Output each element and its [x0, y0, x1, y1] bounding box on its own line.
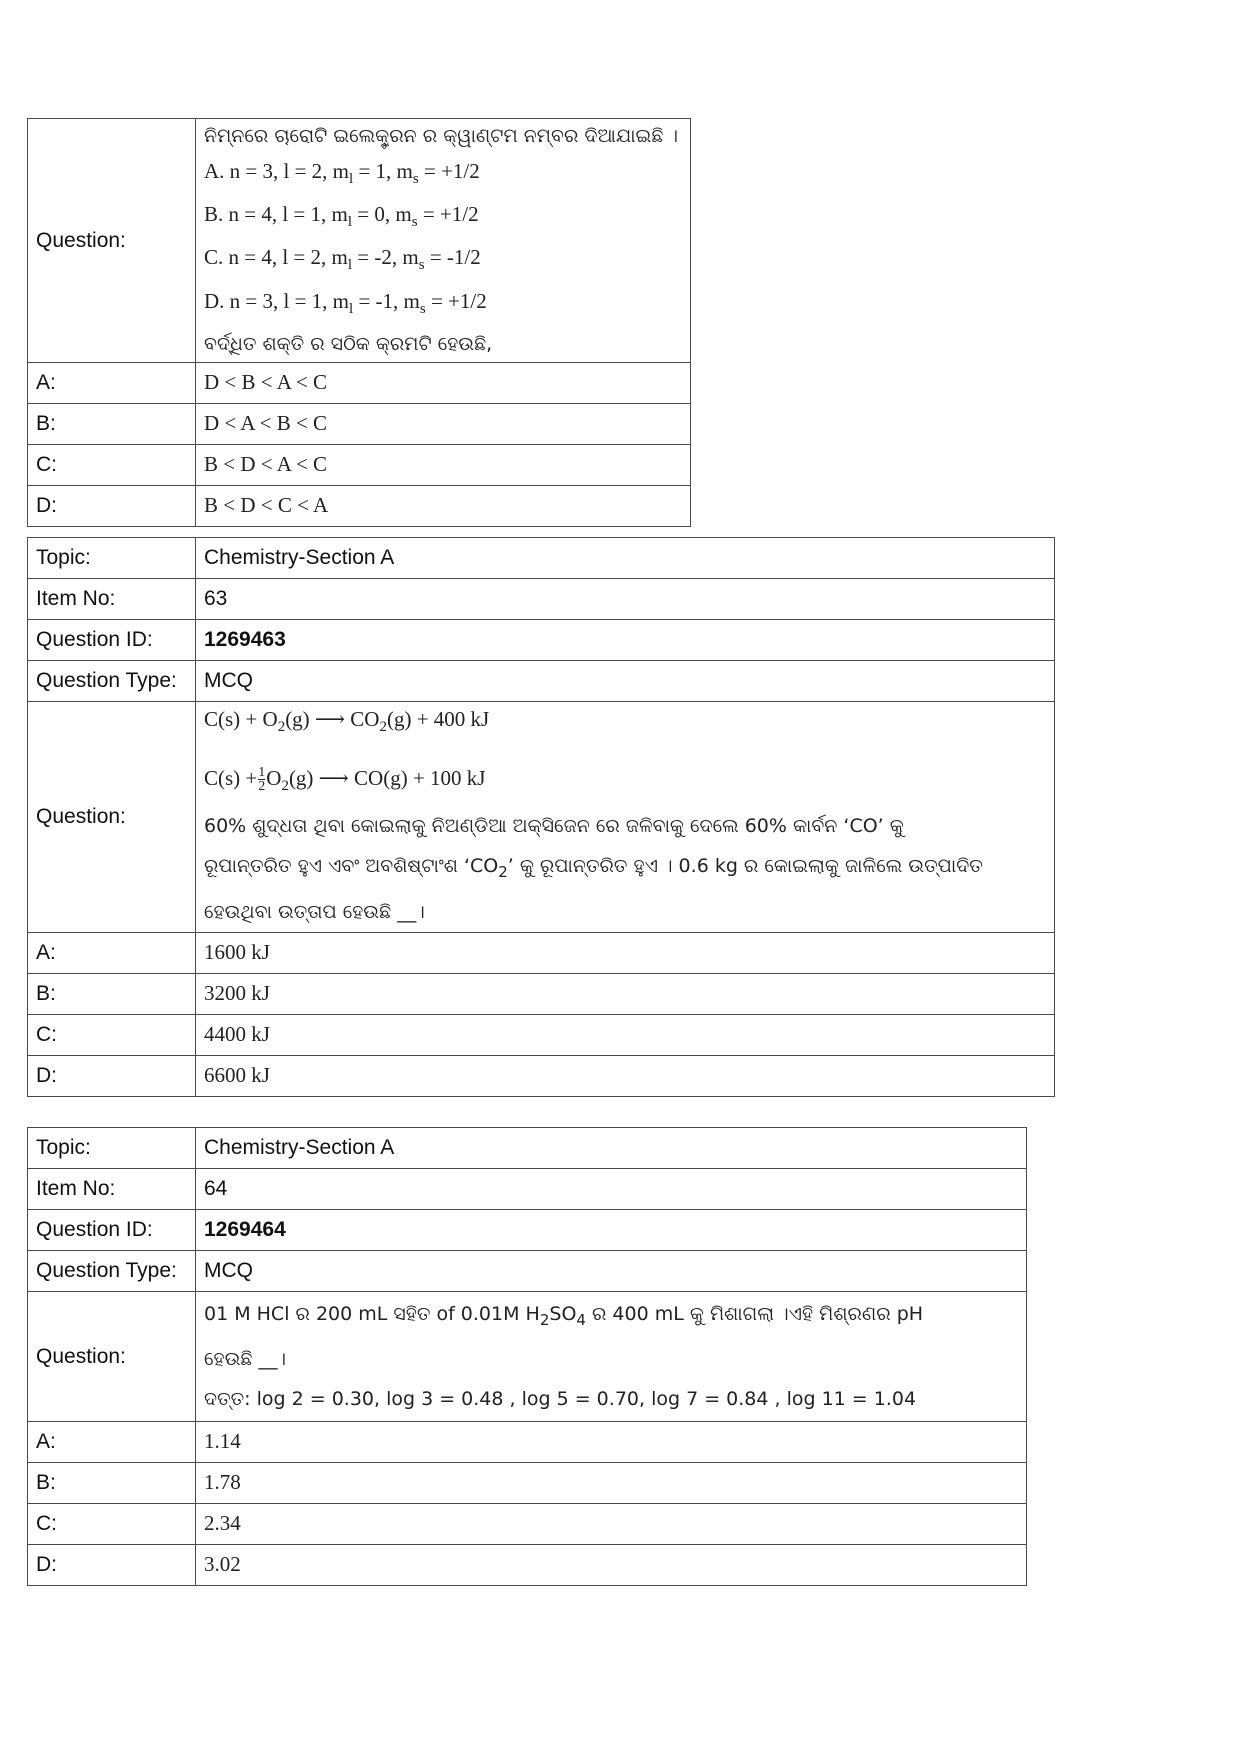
question-body-line: ହେଉଛି __।	[204, 1348, 287, 1371]
option-label: B:	[28, 403, 196, 444]
quantum-line-b: B. n = 4, l = 1, $m_l = 0$, $m_s = +1/2$	[204, 202, 479, 231]
question-label: Question:	[28, 119, 196, 363]
question-type-label: Question Type:	[28, 661, 196, 702]
option-label: A:	[28, 362, 196, 403]
option-label: C:	[28, 1504, 196, 1545]
equation-2: C(s) + $\frac{1}{2}$ $O_2(g)$ ⟶ CO(g) + 100 kJ	[204, 765, 486, 795]
option-row	[28, 1463, 1027, 1504]
question-64-table	[27, 1127, 1027, 1586]
question-body-line: 01 M HCl ର 200 mL ସହିତ of 0.01M $H_2SO_4$ ର 400 mL କୁ ମିଶାଗଲା ।ଏହି ମିଶ୍ରଣର pH	[204, 1302, 924, 1329]
item-no-value: 63	[196, 579, 1055, 620]
option-row	[28, 933, 1055, 974]
question-text	[196, 702, 1055, 933]
option-label: B:	[28, 974, 196, 1015]
option-value: B < D < A < C	[196, 444, 691, 485]
question-type-label: Question Type:	[28, 1251, 196, 1292]
option-label: D:	[28, 485, 196, 526]
option-row	[28, 362, 691, 403]
question-id-value: 1269463	[196, 620, 1055, 661]
option-row	[28, 485, 691, 526]
question-id-label: Question ID:	[28, 620, 196, 661]
option-label: C:	[28, 444, 196, 485]
quantum-line-c: C. n = 4, l = 2, $m_l = -2$, $m_s = -1/2$	[204, 245, 481, 274]
option-row	[28, 403, 691, 444]
question-id-label: Question ID:	[28, 1210, 196, 1251]
question-body-line: ରୂପାନ୍ତରିତ ହୁଏ ଏବଂ ଅବଶିଷ୍ଟାଂଶ ‘$CO_2$’ କୁ ରୂପାନ୍ତରିତ ହୁଏ । 0.6 kg ର କୋଇଲାକୁ ଜାଳିଲେ ଉତ୍ପାଦିତ	[204, 854, 983, 881]
topic-label: Topic:	[28, 1128, 196, 1169]
question-body-line: ହେଉଥିବା ଉତ୍ତାପ ହେଉଛି __।	[204, 900, 425, 923]
question-text	[196, 1292, 1027, 1422]
topic-label: Topic:	[28, 538, 196, 579]
topic-value: Chemistry-Section A	[196, 538, 1055, 579]
topic-value: Chemistry-Section A	[196, 1128, 1027, 1169]
quantum-line-a: A. n = 3, l = 2, $m_l = 1$, $m_s = +1/2$	[204, 159, 480, 188]
option-row	[28, 1015, 1055, 1056]
option-row	[28, 444, 691, 485]
option-value: 6600 kJ	[196, 1056, 1055, 1097]
option-row	[28, 1504, 1027, 1545]
question-label: Question:	[28, 702, 196, 933]
question-63-table	[27, 537, 1055, 1097]
item-no-value: 64	[196, 1169, 1027, 1210]
equation-1: $C(s) + O_2(g)$ ⟶ $CO_2(g) + 400$ kJ	[204, 707, 490, 736]
option-label: A:	[28, 1422, 196, 1463]
question-type-value: MCQ	[196, 1251, 1027, 1292]
question-intro: ନିମ୍ନରେ ଚାରୋଟି ଇଲେକ୍ଟ୍ରନ ର କ୍ୱାଣ୍ଟମ ନମ୍ବର ଦିଆଯାଇଛି ।	[204, 125, 678, 147]
option-value: 3.02	[196, 1545, 1027, 1586]
question-text	[196, 119, 691, 363]
option-label: D:	[28, 1056, 196, 1097]
option-value: D < B < A < C	[196, 362, 691, 403]
option-value: 4400 kJ	[196, 1015, 1055, 1056]
question-given-line: ଦତ୍ତ: log 2 = 0.30, log 3 = 0.48 , log 5 = 0.70, log 7 = 0.84 , log 11 = 1.04	[204, 1388, 917, 1411]
question-type-value: MCQ	[196, 661, 1055, 702]
item-no-label: Item No:	[28, 1169, 196, 1210]
option-value: 2.34	[196, 1504, 1027, 1545]
option-value: B < D < C < A	[196, 485, 691, 526]
option-label: D:	[28, 1545, 196, 1586]
question-prompt: ବର୍ଦ୍ଧିତ ଶକ୍ତି ର ସଠିକ କ୍ରମଟି ହେଉଛି,	[204, 332, 493, 355]
option-row	[28, 974, 1055, 1015]
question-id-value: 1269464	[196, 1210, 1027, 1251]
option-label: C:	[28, 1015, 196, 1056]
question-62-table	[27, 118, 691, 527]
option-value: 1600 kJ	[196, 933, 1055, 974]
option-value: 3200 kJ	[196, 974, 1055, 1015]
quantum-line-d: D. n = 3, l = 1, $m_l = -1$, $m_s = +1/2$	[204, 288, 487, 317]
option-label: B:	[28, 1463, 196, 1504]
option-row	[28, 1056, 1055, 1097]
option-value: 1.14	[196, 1422, 1027, 1463]
question-label: Question:	[28, 1292, 196, 1422]
option-value: D < A < B < C	[196, 403, 691, 444]
question-body-line: 60% ଶୁଦ୍ଧତା ଥିବା କୋଇଲାକୁ ନିଅଣ୍ଡିଆ ଅକ୍ସିଜେନ ରେ ଜଳିବାକୁ ଦେଲେ 60% କାର୍ବନ ‘CO’ କୁ	[204, 814, 904, 837]
option-row	[28, 1422, 1027, 1463]
option-row	[28, 1545, 1027, 1586]
item-no-label: Item No:	[28, 579, 196, 620]
option-value: 1.78	[196, 1463, 1027, 1504]
option-label: A:	[28, 933, 196, 974]
